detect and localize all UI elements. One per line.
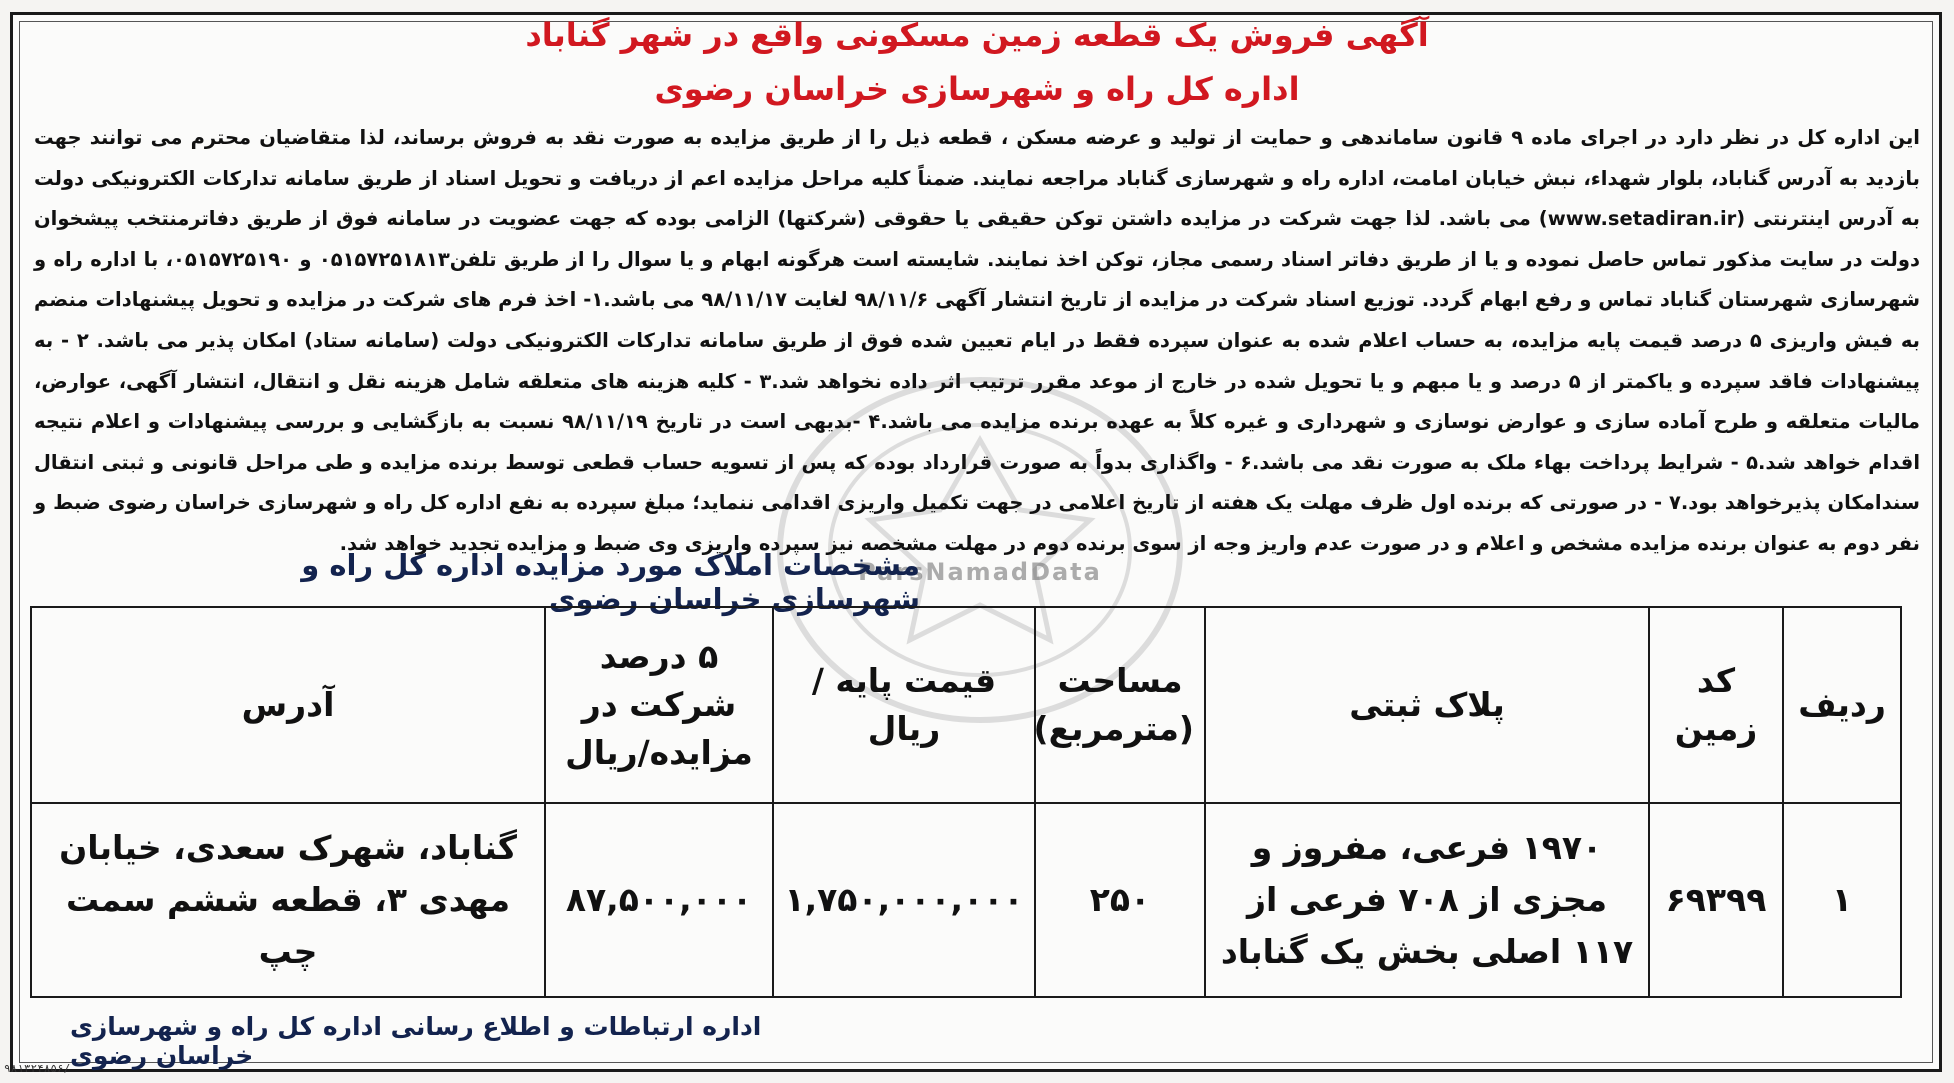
header-base-price: قیمت پایه /ریال: [773, 607, 1035, 803]
watermark-text: ParsNamadData: [858, 558, 1102, 586]
table-row: [31, 803, 1901, 997]
cell-land-code: ۶۹۳۹۹: [1649, 803, 1783, 997]
notice-organization: اداره کل راه و شهرسازی خراسان رضوی: [654, 70, 1300, 108]
cell-deposit: ۸۷,۵۰۰,۰۰۰: [545, 803, 773, 997]
table-title: مشخصات املاک مورد مزایده اداره کل راه و شهرسازی خراسان رضوی: [301, 548, 920, 616]
header-area: مساحت (مترمربع): [1035, 607, 1205, 803]
header-deposit: ۵ درصد شرکت در مزایده/ریال: [545, 607, 773, 803]
notice-body: این اداره کل در نظر دارد در اجرای ماده ۹ قانون ساماندهی و حمایت از تولید و عرضه مسکن ، قطعه ذیل را از طریق مزایده به صورت نقد به فروش برساند، لذا متقاضیان محترم می توانند جهت بازدید به آدرس گناباد، بلوار شهداء، نبش خیابان امامت، اداره راه و شهرسازی گناباد مراجعه نمایند. ضمناً کلیه مراحل مزایده اعم از دریافت و تحویل اسناد از طریق سامانه تدارکات الکترونیکی دولت به آدرس اینترنتی (www.setadiran.ir) می باشد. لذا جهت شرکت در مزایده داشتن توکن حقیقی یا حقوقی (شرکتها) الزامی بوده که جهت عضویت در سامانه فوق از طریق دفاترمنتخب پیشخوان دولت در سایت مذکور تماس حاصل نموده و یا از طریق دفاتر اسناد رسمی مجاز، توکن اخذ نمایند. شایسته است هرگونه ابهام و یا سوال را از طریق تلفن۰۵۱۵۷۲۵۱۸۱۳ و ۰۵۱۵۷۲۵۱۹۰، با اداره راه و شهرسازی شهرستان گناباد تماس و رفع ابهام گردد. توزیع اسناد شرکت در مزایده از تاریخ انتشار آگهی ۹۸/۱۱/۶ لغایت ۹۸/۱۱/۱۷ می باشد.۱- اخذ فرم های شرکت در مزایده و تحویل پیشنهادات منضم به فیش واریزی ۵ درصد قیمت پایه مزایده، به حساب اعلام شده به عنوان سپرده فقط در ایام تعیین شده فوق از طریق سامانه تدارکات الکترونیکی دولت (سامانه ستاد) امکان پذیر می باشد. ۲ - به پیشنهادات فاقد سپرده و یاکمتر از ۵ درصد و یا مبهم و یا تحویل شده در خارج از موعد مقرر ترتیب اثر داده نخواهد شد.۳ - کلیه هزینه های متعلقه شامل هزینه نقل و انتقال، انتشار آگهی، عوارض، مالیات متعلقه و طرح آماده سازی و عوارض نوسازی و شهرداری و غیره کلاً به عهده برنده مزایده می باشد.۴ -بدیهی است در تاریخ ۹۸/۱۱/۱۹ نسبت به بازگشایی و بررسی پیشنهادات و اعلام نتیجه اقدام خواهد شد.۵ - شرایط پرداخت بهاء ملک به صورت نقد می باشد.۶ - واگذاری بدواً به صورت قرارداد بوده که پس از تسویه حساب قطعی توسط برنده مزایده و طی مراحل قانونی و ثبتی انتقال سندامکان پذیرخواهد بود.۷ - در صورتی که برنده اول ظرف مهلت یک هفته از تاریخ اعلامی در جهت تکمیل واریزی اقدامی ننماید؛ مبلغ سپرده به نفع اداره کل راه و شهرسازی خراسان رضوی ضبط و نفر دوم به عنوان برنده مزایده مشخص و اعلام و در صورت عدم واریز وجه از سوی برنده دوم در مهلت مشخصه نیز سپرده واریزی وی ضبط و مزایده تجدید خواهد شد.: [34, 126, 1921, 555]
header-address: آدرس: [31, 607, 545, 803]
header-row-number: ردیف: [1783, 607, 1901, 803]
notice-title: آگهی فروش یک قطعه زمین مسکونی واقع در شهر گناباد: [525, 16, 1429, 54]
cell-row-number: ۱: [1783, 803, 1901, 997]
footer-publisher: اداره ارتباطات و اطلاع رسانی اداره کل راه و شهرسازی خراسان رضوی: [70, 1012, 762, 1070]
table-header-row: [31, 607, 1901, 803]
ad-code: ۹۸۱۳۲۴۸۵۶/: [4, 1062, 71, 1075]
cell-base-price: ۱,۷۵۰,۰۰۰,۰۰۰: [773, 803, 1035, 997]
header-land-code: کد زمین: [1649, 607, 1783, 803]
property-table: [30, 606, 1902, 998]
cell-area: ۲۵۰: [1035, 803, 1205, 997]
cell-registration-plate: ۱۹۷۰ فرعی، مفروز و مجزی از ۷۰۸ فرعی از ۱۱۷ اصلی بخش یک گناباد: [1205, 803, 1649, 997]
header-registration-plate: پلاک ثبتی: [1205, 607, 1649, 803]
cell-address: گناباد، شهرک سعدی، خیابان مهدی ۳، قطعه ششم سمت چپ: [31, 803, 545, 997]
